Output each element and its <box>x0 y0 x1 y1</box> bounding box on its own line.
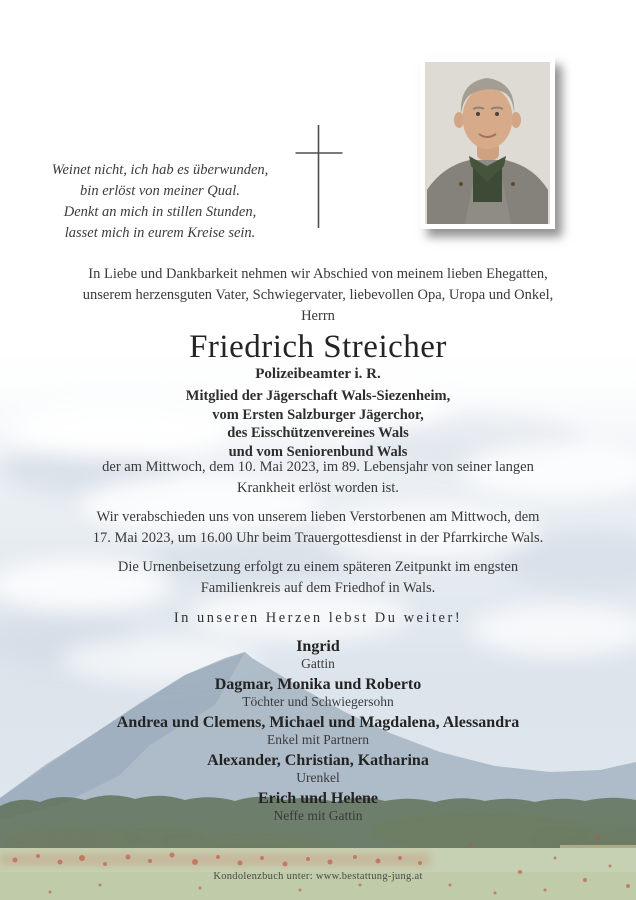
membership-line: vom Ersten Salzburger Jägerchor, <box>212 406 424 423</box>
quote-line: bin erlöst von meiner Qual. <box>80 183 240 199</box>
mourner-names: Dagmar, Monika und Roberto <box>214 676 422 693</box>
intro-line: unserem herzensguten Vater, Schwiegervater, liebevollen Opa, Uropa und Onkel, <box>82 287 554 303</box>
intro-line: Herrn <box>301 308 335 324</box>
quote-line: Denkt an mich in stillen Stunden, <box>63 204 257 220</box>
mourner-relation: Töchter und Schwiegersohn <box>242 694 394 709</box>
death-notice-line: der am Mittwoch, dem 10. Mai 2023, im 89. Lebensjahr von seiner langen <box>102 459 534 475</box>
farewell-notice-line: 17. Mai 2023, um 16.00 Uhr beim Trauergottesdienst in der Pfarrkirche Wals. <box>92 530 544 546</box>
mourner-names: Alexander, Christian, Katharina <box>207 752 429 769</box>
memorial-cross-icon <box>295 124 343 229</box>
mourner-relation: Neffe mit Gattin <box>273 808 363 823</box>
mourner-entry <box>0 790 636 824</box>
mourner-relation: Enkel mit Partnern <box>267 732 369 747</box>
membership-line: Mitglied der Jägerschaft Wals-Siezenheim, <box>185 388 451 404</box>
mourner-names: Erich und Helene <box>257 790 378 807</box>
memorial-quote <box>20 160 300 244</box>
intro-line: In Liebe und Dankbarkeit nehmen wir Abschied von meinem lieben Ehegatten, <box>88 266 548 282</box>
mourner-names: Andrea und Clemens, Michael und Magdalena, Alessandra <box>116 714 520 731</box>
membership-line: des Eisschützenvereines Wals <box>227 425 409 441</box>
portrait-illustration <box>425 62 550 224</box>
burial-notice <box>0 557 636 599</box>
intro-text <box>0 264 636 327</box>
condolence-note: Kondolenzbuch unter: www.bestattung-jung.at <box>213 871 423 882</box>
deceased-name: Friedrich Streicher <box>189 329 447 365</box>
mourner-entry <box>0 676 636 710</box>
farewell-notice <box>0 507 636 549</box>
mourner-entry <box>0 714 636 748</box>
death-notice <box>0 457 636 499</box>
farewell-notice-line: Wir verabschieden uns von unserem lieben Verstorbenen am Mittwoch, dem <box>96 509 540 525</box>
mourners-list <box>0 638 636 828</box>
mourner-relation: Gattin <box>301 656 335 671</box>
closing-line: In unseren Herzen lebst Du weiter! <box>173 610 463 626</box>
quote-line: lasset mich in eurem Kreise sein. <box>64 225 256 241</box>
membership-line: und vom Seniorenbund Wals <box>228 443 408 460</box>
deceased-title: Polizeibeamter i. R. <box>255 366 381 382</box>
mourner-entry <box>0 638 636 672</box>
mourner-entry <box>0 752 636 786</box>
death-notice-line: Krankheit erlöst worden ist. <box>237 480 399 496</box>
memberships <box>0 387 636 461</box>
portrait-photo <box>420 57 555 229</box>
burial-notice-line: Familienkreis auf dem Friedhof in Wals. <box>200 580 436 596</box>
quote-line: Weinet nicht, ich hab es überwunden, <box>51 162 269 178</box>
mourner-names: Ingrid <box>296 638 340 655</box>
mourner-relation: Urenkel <box>296 770 340 785</box>
burial-notice-line: Die Urnenbeisetzung erfolgt zu einem späteren Zeitpunkt im engsten <box>117 559 519 575</box>
